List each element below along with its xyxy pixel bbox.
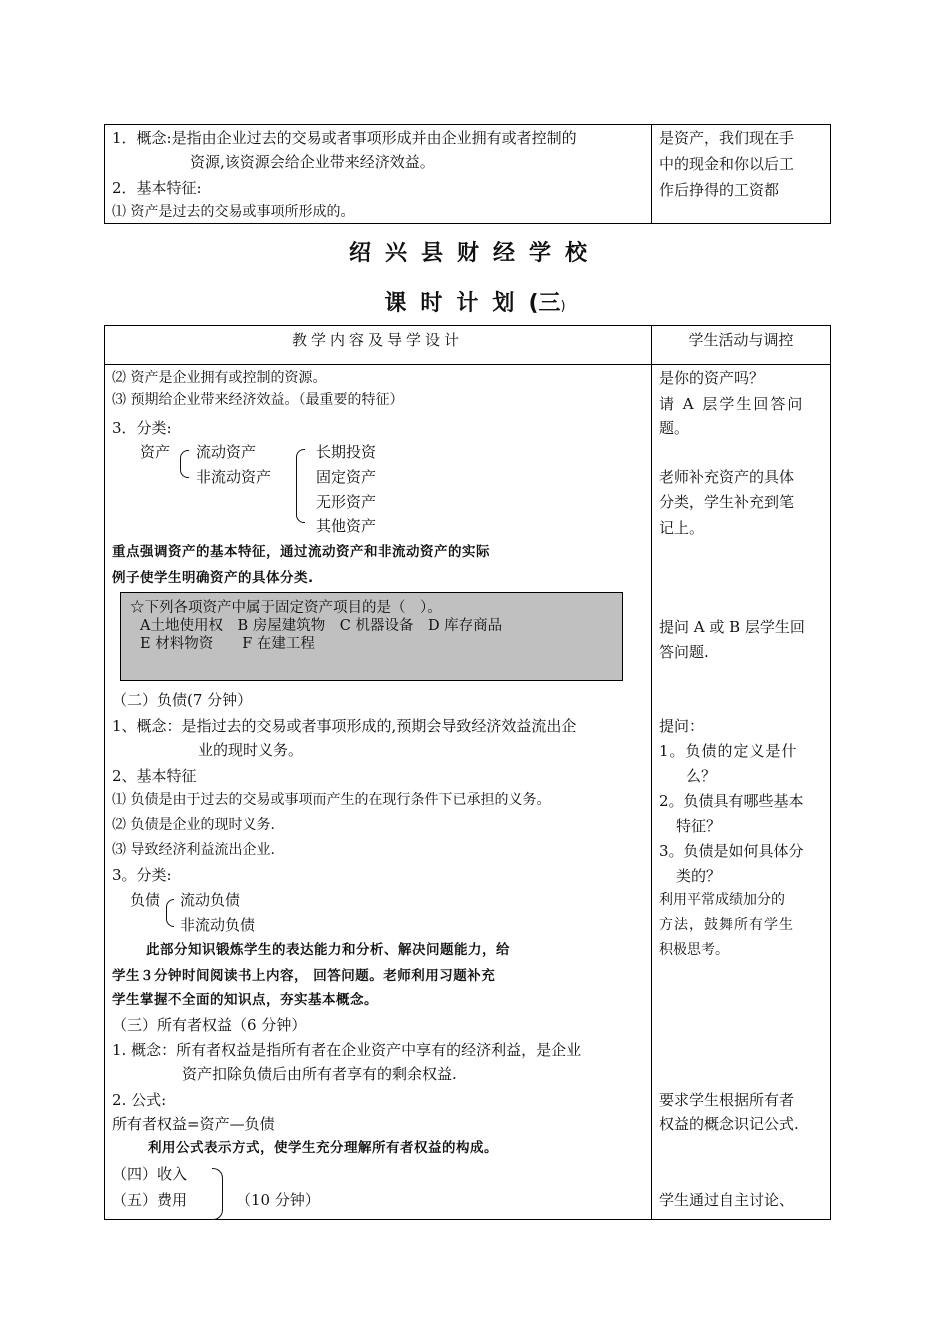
equity-heading: （三）所有者权益（6 分钟） (112, 1016, 307, 1034)
table-border (104, 124, 105, 224)
liabilities-features-label: 2、基本特征 (112, 767, 197, 785)
noncurrent-sub-item: 其他资产 (316, 517, 377, 535)
noncurrent-sub-item: 固定资产 (316, 468, 377, 486)
asset-feature-1: ⑴ 资产是过去的交易或事项所形成的。 (112, 204, 355, 220)
table-border (830, 124, 831, 224)
table-border (104, 223, 831, 224)
noncurrent-sub-item: 无形资产 (316, 493, 377, 511)
table-border (651, 124, 652, 224)
right-note: 答问题. (659, 643, 709, 661)
asset-definition-line2: 资源,该资源会给企业带来经济效益。 (190, 153, 435, 171)
top-right-line1: 是资产，我们现在手 (659, 129, 795, 147)
asset-emphasis-line2: 例子使学生明确资产的具体分类. (112, 570, 314, 586)
table-border (104, 364, 831, 365)
right-note: 么？ (686, 767, 717, 785)
brace-icon (296, 449, 305, 523)
right-note: 1。负债的定义是什 (659, 742, 798, 760)
right-note: 类的？ (676, 867, 722, 885)
question-text: ☆下列各项资产中属于固定资产项目的是（ ）。 (130, 600, 442, 616)
liabilities-emphasis-line3: 学生掌握不全面的知识点，夯实基本概念。 (112, 992, 378, 1008)
table-border (104, 325, 105, 1220)
table-border (104, 325, 831, 326)
liabilities-feature-3: ⑶ 导致经济利益流出企业. (112, 842, 275, 858)
income-expense-time: （10 分钟） (236, 1191, 320, 1209)
equity-emphasis: 利用公式表示方式，使学生充分理解所有者权益的构成。 (148, 1140, 498, 1156)
noncurrent-sub-item: 长期投资 (316, 443, 377, 461)
right-note: 积极思考。 (659, 942, 729, 958)
asset-emphasis-line1: 重点强调资产的基本特征，通过流动资产和非流动资产的实际 (112, 544, 490, 560)
brace-icon (180, 450, 189, 478)
noncurrent-assets-label: 非流动资产 (196, 468, 272, 486)
asset-feature-3: ⑶ 预期给企业带来经济效益。（最重要的特征） (112, 392, 404, 408)
equity-formula-label: 2. 公式: (112, 1091, 167, 1109)
current-assets-label: 流动资产 (196, 443, 257, 461)
liabilities-feature-1: ⑴ 负债是由于过去的交易或事项而产生的在现行条件下已承担的义务。 (112, 792, 551, 808)
right-note: 2。负债具有哪些基本 (659, 792, 804, 810)
income-heading: （四）收入 (112, 1165, 188, 1183)
right-note: 利用平常成绩加分的 (659, 892, 785, 908)
expenses-heading: （五）费用 (112, 1191, 188, 1209)
liabilities-feature-2: ⑵ 负债是企业的现时义务. (112, 817, 275, 833)
right-note: 老师补充资产的具体 (659, 468, 795, 486)
brace-icon (212, 1168, 223, 1220)
liabilities-emphasis-line2: 学生３分钟时间阅读书上内容， 回答问题。老师利用习题补充 (112, 968, 496, 984)
plan-title-suffix: (三 (528, 291, 561, 316)
liabilities-emphasis-line1: 此部分知识锻炼学生的表达能力和分析、解决问题能力，给 (146, 942, 510, 958)
plan-title (0, 286, 950, 317)
right-note: 权益的概念识记公式. (659, 1115, 799, 1133)
liabilities-root-label: 负债 (130, 891, 161, 909)
liabilities-definition-line2: 业的现时义务。 (198, 741, 304, 759)
current-liabilities-label: 流动负债 (180, 891, 241, 909)
liabilities-definition-line1: 1、概念：是指过去的交易或者事项形成的,预期会导致经济效益流出企 (112, 717, 577, 735)
right-note: 记上。 (659, 519, 705, 537)
right-note: 分类，学生补充到笔 (659, 493, 795, 511)
header-left: 教学内容及导学设计 (291, 331, 463, 349)
right-note: 3。负债是如何具体分 (659, 842, 804, 860)
equity-definition-line1: 1. 概念：所有者权益是指所有者在企业资产中享有的经济利益，是企业 (112, 1041, 582, 1059)
asset-root-label: 资产 (140, 443, 171, 461)
equity-definition-line2: 资产扣除负债后由所有者享有的剩余权益. (182, 1065, 457, 1083)
asset-definition-line1: 1．概念:是指由企业过去的交易或者事项形成并由企业拥有或者控制的 (112, 129, 577, 147)
liabilities-classify-label: 3。分类: (112, 866, 172, 884)
right-note: 请 A 层学生回答问 (659, 395, 805, 413)
equity-formula: 所有者权益=资产—负债 (112, 1115, 275, 1133)
question-options-2: E 材料物资 F 在建工程 (140, 636, 315, 652)
top-right-line3: 作后挣得的工资都 (659, 181, 780, 199)
plan-title-text: 课时计划 (384, 291, 529, 316)
table-border (830, 325, 831, 1220)
noncurrent-liabilities-label: 非流动负债 (180, 916, 256, 934)
right-note: 要求学生根据所有者 (659, 1091, 795, 1109)
school-title: 绍兴县财经学校 (348, 241, 601, 266)
right-note: 提问 A 或 B 层学生回 (659, 618, 805, 636)
top-right-line2: 中的现金和你以后工 (659, 155, 795, 173)
table-border (651, 325, 652, 1220)
asset-features-label: 2．基本特征: (112, 179, 202, 197)
right-note: 方法，鼓舞所有学生 (659, 917, 794, 933)
header-right: 学生活动与调控 (688, 331, 794, 349)
table-border (104, 124, 831, 125)
asset-classify-label: 3．分类: (112, 419, 172, 437)
question-options-1: A土地使用权 B 房屋建筑物 C 机器设备 D 库存商品 (140, 618, 503, 634)
right-note: 提问： (659, 717, 705, 735)
liabilities-heading: （二）负债(7 分钟） (112, 691, 253, 709)
right-note: 特征？ (676, 817, 722, 835)
asset-feature-2: ⑵ 资产是企业拥有或控制的资源。 (112, 370, 327, 386)
right-note: 学生通过自主讨论、 (659, 1191, 795, 1209)
right-note: 是你的资产吗？ (659, 369, 765, 387)
brace-icon (166, 899, 174, 927)
plan-title-paren: ) (560, 299, 566, 314)
right-note: 题。 (659, 419, 690, 437)
